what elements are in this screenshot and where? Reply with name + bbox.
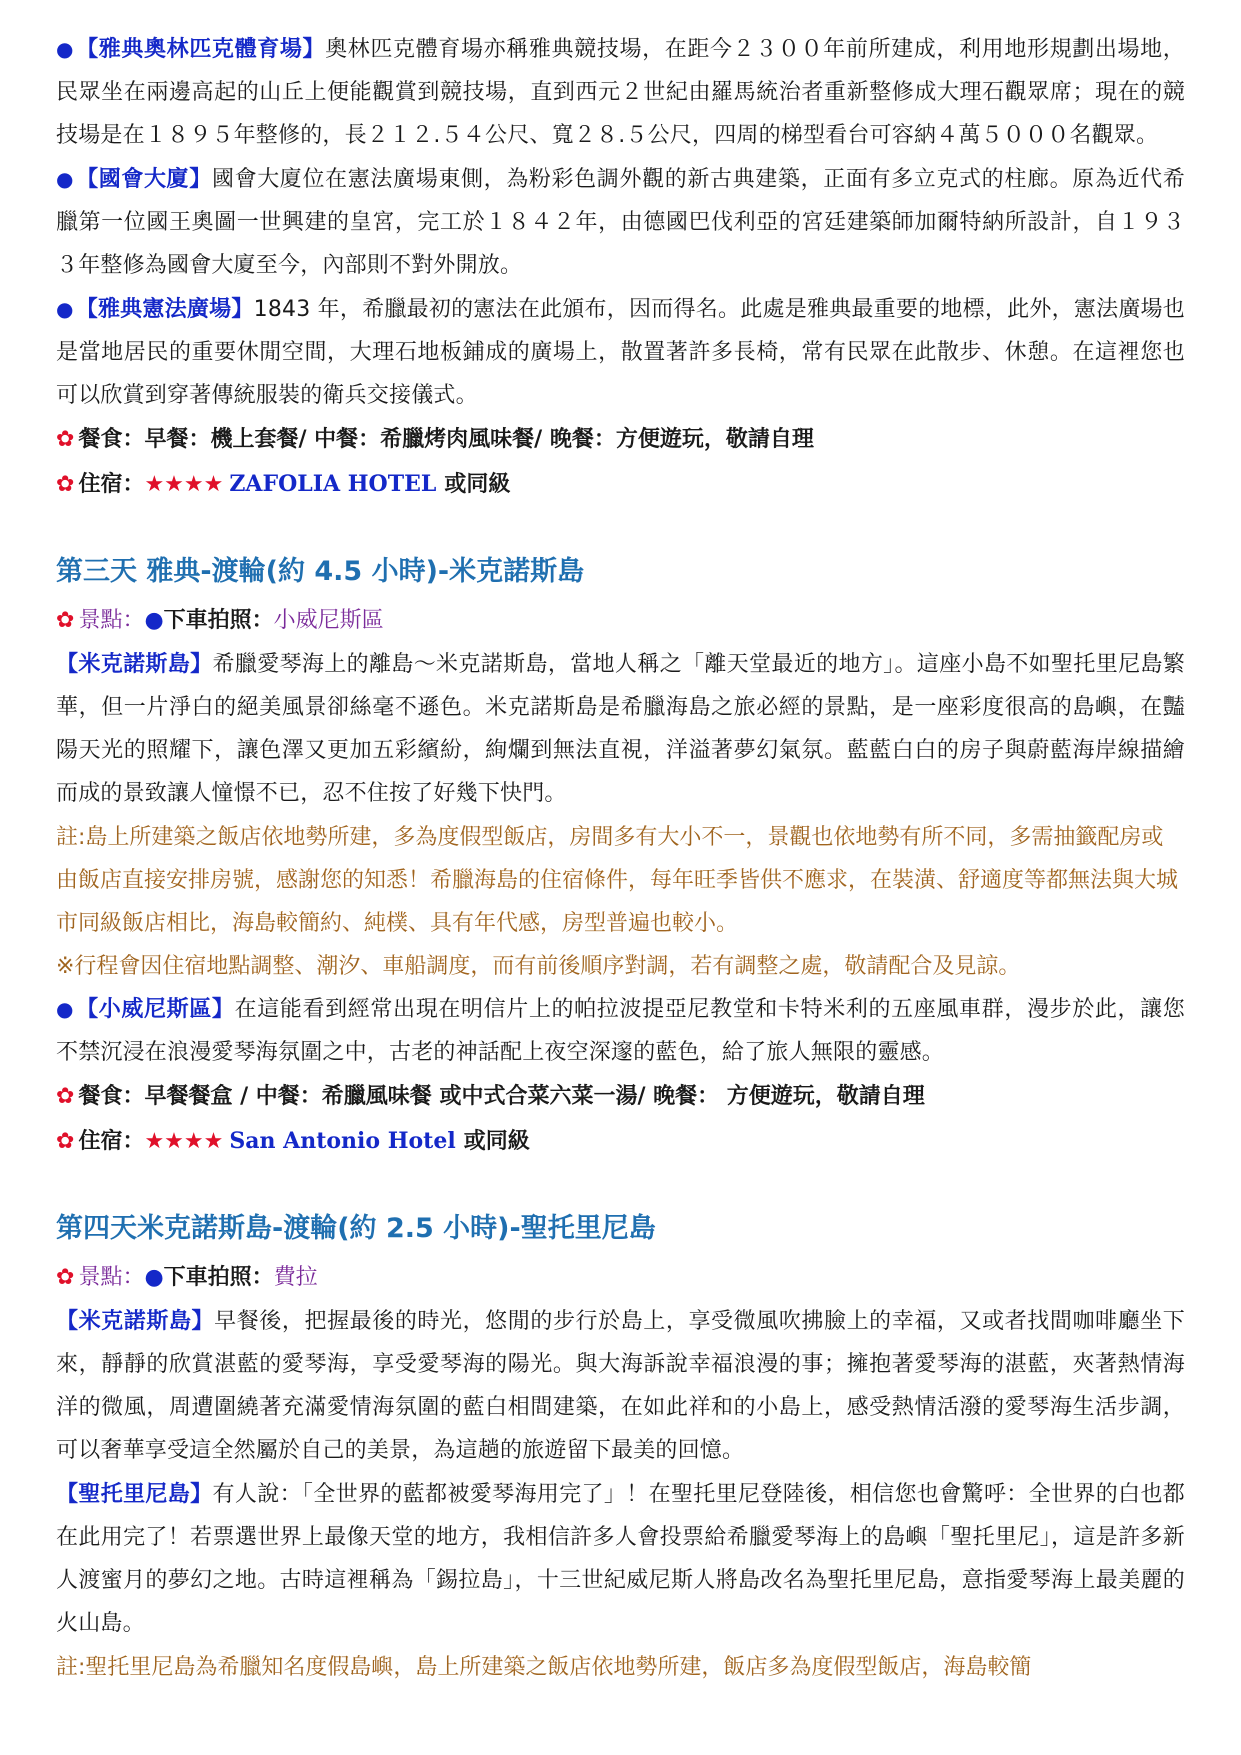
flower-icon: ✿: [56, 1129, 75, 1154]
flower-icon: ✿: [56, 1265, 75, 1290]
spots-place: 小威尼斯區: [273, 608, 384, 633]
bullet-icon: ●: [56, 997, 75, 1021]
attraction-text: 在這能看到經常出現在明信片上的帕拉波提亞尼教堂和卡特米利的五座風車群，漫步於此，讓您不禁沉浸在浪漫愛琴海氛圍之中，古老的神話配上夜空深邃的藍色，給了旅人無限的靈感。: [56, 997, 1185, 1065]
attraction-title: 【雅典奧林匹克體育場】: [76, 37, 326, 62]
attraction-text: 有人說：「全世界的藍都被愛琴海用完了」！在聖托里尼登陸後，相信您也會驚呼：全世界的白也都在此用完了！若票選世界上最像天堂的地方，我相信許多人會投票給希臘愛琴海上的島嶼「聖托里尼」，這是許多新人渡蜜月的夢幻之地。古時這裡稱為「錫拉島」，十三世紀威尼斯人將島改名為聖托里尼島，意指愛琴海上最美麗的火山島。: [56, 1482, 1185, 1636]
lodging-suffix: 或同級: [463, 1129, 530, 1154]
day3-spots: [56, 599, 1185, 643]
bullet-icon: ●: [56, 37, 75, 61]
hotel-name: ZAFOLIA HOTEL: [229, 471, 437, 497]
attraction-title: 【小威尼斯區】: [76, 997, 235, 1022]
flower-icon: ✿: [56, 427, 75, 452]
lodging-label: 住宿：: [78, 472, 145, 497]
attraction-text: 1843 年，希臘最初的憲法在此頒布，因而得名。此處是雅典最重要的地標，此外，憲法廣場也是當地居民的重要休閒空間，大理石地板鋪成的廣場上，散置著許多長椅，常有民眾在此散步、休憩。在這裡您也可以欣賞到穿著傳統服裝的衛兵交接儀式。: [56, 297, 1185, 408]
attraction-title: 【米克諾斯島】: [56, 1309, 215, 1334]
meals-text: 餐食：早餐：機上套餐/ 中餐：希臘烤肉風味餐/ 晚餐：方便遊玩，敬請自理: [78, 427, 814, 452]
attraction-title: 【聖托里尼島】: [56, 1482, 213, 1507]
day4-note: 註:聖托里尼島為希臘知名度假島嶼，島上所建築之飯店依地勢所建，飯店多為度假型飯店，海島較簡: [56, 1655, 1032, 1680]
spots-mode: 下車拍照：: [163, 1265, 274, 1290]
attraction-text: 早餐後，把握最後的時光，悠閒的步行於島上，享受微風吹拂臉上的幸福，又或者找間咖啡廳坐下來，靜靜的欣賞湛藍的愛琴海，享受愛琴海的陽光。與大海訴說幸福浪漫的事；擁抱著愛琴海的湛藍，夾著熱情海洋的微風，周遭圍繞著充滿愛情海氛圍的藍白相間建築，在如此祥和的小島上，感受熱情活潑的愛琴海生活步調，可以奢華享受這全然屬於自己的美景，為這趟的旅遊留下最美的回憶。: [56, 1309, 1186, 1463]
day4-spots: [56, 1256, 1185, 1300]
attraction-text: 奧林匹克體育場亦稱雅典競技場，在距今２３００年前所建成，利用地形規劃出場地，民眾坐在兩邊高起的山丘上便能觀賞到競技場，直到西元２世紀由羅馬統治者重新整修成大理石觀眾席；現在的競技場是在１８９５年整修的，長２１２.５４公尺、寬２８.５公尺，四周的梯型看台可容納４萬５０００名觀眾。: [56, 37, 1186, 148]
lodging-suffix: 或同級: [444, 472, 511, 497]
flower-icon: ✿: [56, 608, 75, 633]
attraction-text: 希臘愛琴海上的離島～米克諾斯島，當地人稱之「離天堂最近的地方」。這座小島不如聖托里尼島繁華，但一片淨白的絕美風景卻絲毫不遜色。米克諾斯島是希臘海島之旅必經的景點，是一座彩度很高的島嶼，在豔陽天光的照耀下，讓色澤又更加五彩繽紛，絢爛到無法直視，洋溢著夢幻氣氛。藍藍白白的房子與蔚藍海岸線描繪而成的景致讓人憧憬不已，忍不住按了好幾下快門。: [56, 652, 1185, 806]
day3-note: 註:島上所建築之飯店依地勢所建，多為度假型飯店，房間多有大小不一，景觀也依地勢有所不同，多需抽籤配房或由飯店直接安排房號，感謝您的知悉！希臘海島的住宿條件，每年旺季皆供不應求，在裝潢、舒適度等都無法與大城市同級飯店相比，海島較簡約、純樸、具有年代感，房型普遍也較小。: [56, 825, 1179, 936]
day3-note-schedule: ※行程會因住宿地點調整、潮汐、車船調度，而有前後順序對調，若有調整之處，敬請配合及見諒。: [56, 954, 1021, 979]
day4-heading: 第四天米克諾斯島-渡輪(約 2.5 小時)-聖托里尼島: [56, 1213, 656, 1244]
spots-place: 費拉: [273, 1265, 318, 1290]
flower-icon: ✿: [56, 472, 75, 497]
star-rating: ★★★★: [144, 1129, 224, 1154]
spots-mode: 下車拍照：: [163, 608, 274, 633]
attraction-title: 【國會大廈】: [76, 167, 212, 192]
lodging-label: 住宿：: [78, 1129, 145, 1154]
attraction-title: 【米克諾斯島】: [56, 652, 213, 677]
meals-text: 餐食：早餐餐盒 / 中餐：希臘風味餐 或中式合菜六菜一湯/ 晚餐： 方便遊玩，敬請自理: [78, 1084, 925, 1109]
day2-lodging: [56, 462, 1185, 507]
day3-attraction-mykonos: [56, 643, 1185, 815]
day4-attraction-santorini: [56, 1473, 1185, 1645]
hotel-name: San Antonio Hotel: [229, 1128, 456, 1154]
day3-lodging: [56, 1119, 1185, 1164]
bullet-icon: ●: [56, 167, 75, 191]
day4-attraction-mykonos: [56, 1300, 1185, 1472]
day2-meals: [56, 418, 1185, 462]
flower-icon: ✿: [56, 1084, 75, 1109]
attraction-syntagma: [56, 288, 1185, 417]
bullet-icon: ●: [144, 1265, 164, 1290]
bullet-icon: ●: [144, 608, 164, 633]
bullet-icon: ●: [56, 297, 74, 321]
attraction-olympic-stadium: [56, 28, 1185, 157]
day3-meals: [56, 1075, 1185, 1119]
spots-label: 景點：: [78, 1265, 145, 1290]
attraction-title: 【雅典憲法廣場】: [75, 297, 254, 322]
spots-label: 景點：: [78, 608, 145, 633]
day3-attraction-little-venice: [56, 988, 1185, 1074]
attraction-text: 國會大廈位在憲法廣場東側，為粉彩色調外觀的新古典建築，正面有多立克式的柱廊。原為近代希臘第一位國王奧圖一世興建的皇宮，完工於１８４２年，由德國巴伐利亞的宮廷建築師加爾特納所設計，自１９３３年整修為國會大廈至今，內部則不對外開放。: [56, 167, 1185, 278]
star-rating: ★★★★: [144, 472, 224, 497]
day3-heading: 第三天 雅典-渡輪(約 4.5 小時)-米克諾斯島: [56, 556, 585, 587]
attraction-parliament: [56, 158, 1185, 287]
